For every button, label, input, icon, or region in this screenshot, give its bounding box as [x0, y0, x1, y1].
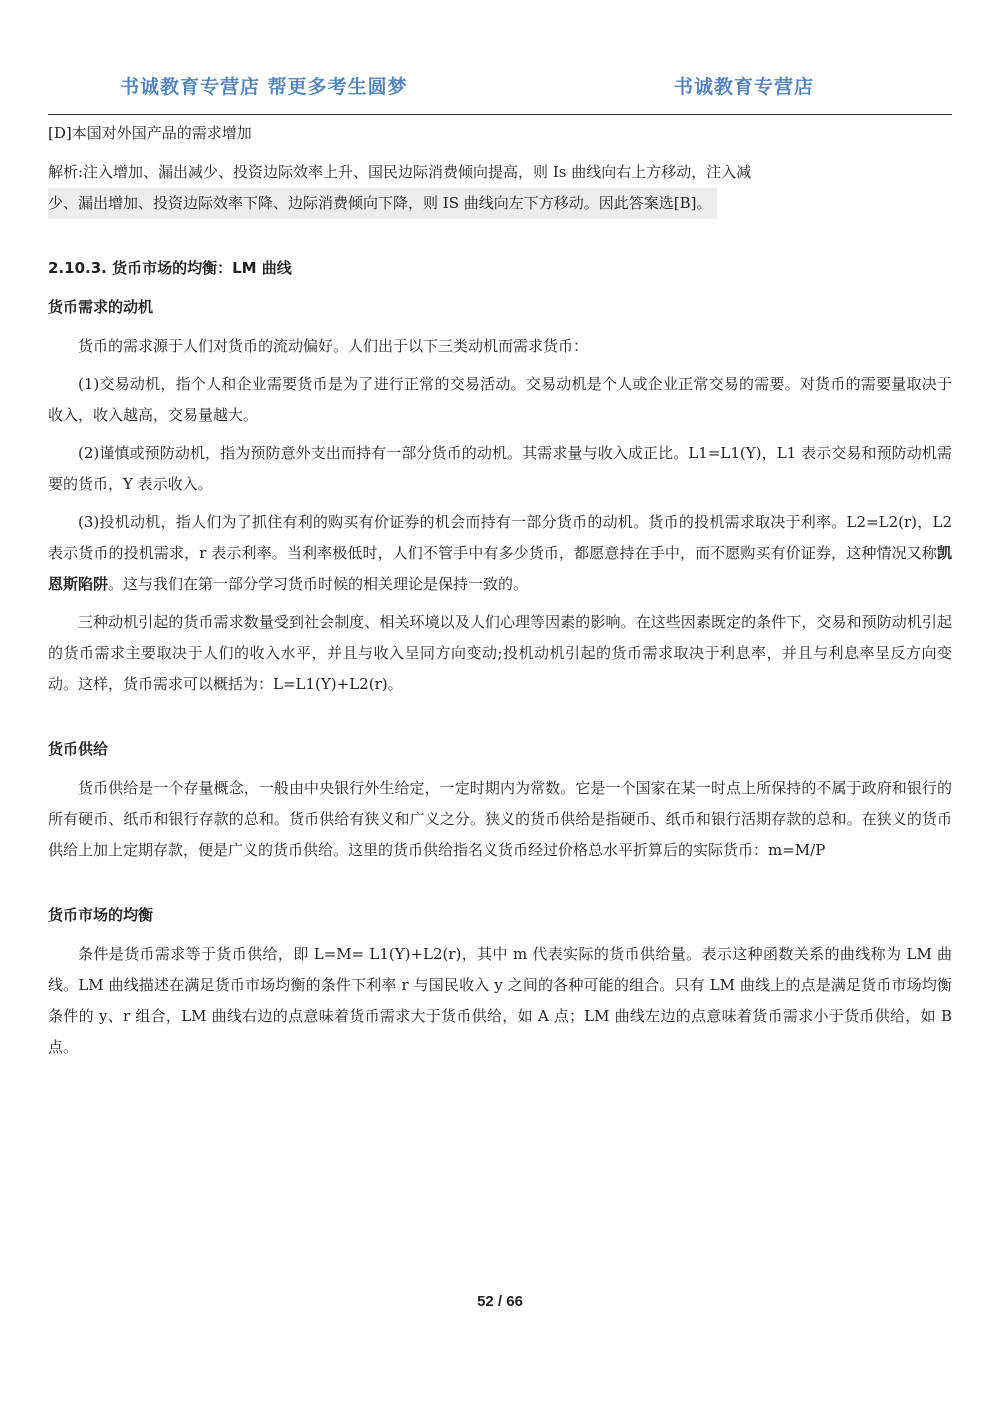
motive-speculation-tail: 。这与我们在第一部分学习货币时候的相关理论是保持一致的。 — [108, 575, 529, 593]
header-store-slogan: 书诚教育专营店 帮更多考生圆梦 — [120, 76, 408, 98]
supply-paragraph: 货币供给是一个存量概念，一般由中央银行外生给定，一定时期内为常数。它是一个国家在某一时点上所保持的不属于政府和银行的所有硬币、纸币和银行存款的总和。货币供给有狭义和广义之分。狭义的货币供给是指硬币、纸币和银行活期存款的总和。在狭义的货币供给上加上定期存款，便是广义的货币供给。这里的货币供给指名义货币经过价格总水平折算后的实际货币：m=M/P — [48, 779, 952, 859]
option-d: [D]本国对外国产品的需求增加 — [48, 124, 252, 142]
page-content — [48, 118, 952, 1063]
motive-transaction: (1)交易动机，指个人和企业需要货币是为了进行正常的交易活动。交易动机是个人或企业正常交易的需要。对货币的需要量取决于收入，收入越高，交易量越大。 — [48, 375, 952, 424]
analysis-line-2: 少、漏出增加、投资边际效率下降、边际消费倾向下降，则 IS 曲线向左下方移动。因此答案选[B]。 — [48, 188, 717, 219]
page-number: 52 / 66 — [477, 1293, 523, 1310]
equilibrium-paragraph: 条件是货币需求等于货币供给，即 L=M= L1(Y)+L2(r)，其中 m 代表实际的货币供给量。表示这种函数关系的曲线称为 LM 曲线。LM 曲线描述在满足货币市场均衡的条件下利率 r 与国民收入 y 之间的各种可能的组合。只有 LM 曲线上的点是满足货币市场均衡条件的 y、r 组合，LM 曲线右边的点意味着货币需求大于货币供给，如 A 点；LM 曲线左边的点意味着货币需求小于货币供给，如 B 点。 — [48, 945, 952, 1056]
page-header — [48, 70, 952, 115]
motives-summary: 三种动机引起的货币需求数量受到社会制度、相关环境以及人们心理等因素的影响。在这些因素既定的条件下，交易和预防动机引起的货币需求主要取决于人们的收入水平，并且与收入呈同方向变动;投机动机引起的货币需求取决于利息率，并且与利息率呈反方向变动。这样，货币需求可以概括为：L=L1(Y)+L2(r)。 — [48, 613, 952, 693]
motive-speculation — [48, 507, 952, 600]
section-title: 2.10.3. 货币市场的均衡：LM 曲线 — [48, 259, 292, 277]
analysis-line-2-wrap — [48, 188, 952, 219]
supply-heading: 货币供给 — [48, 740, 109, 758]
keynes-trap-term: 凯恩斯陷阱 — [48, 544, 952, 593]
motive-speculation-text: (3)投机动机，指人们为了抓住有利的购买有价证券的机会而持有一部分货币的动机。货币的投机需求取决于利率。L2=L2(r)，L2 表示货币的投机需求，r 表示利率。当利率极低时，人们不管手中有多少货币，都愿意持在手中，而不愿购买有价证券，这种情况又称 — [48, 513, 952, 562]
motive-precaution: (2)谨慎或预防动机，指为预防意外支出而持有一部分货币的动机。其需求量与收入成正比。L1=L1(Y)，L1 表示交易和预防动机需要的货币，Y 表示收入。 — [48, 444, 952, 493]
analysis-line-1: 解析:注入增加、漏出减少、投资边际效率上升、国民边际消费倾向提高，则 Is 曲线向右上方移动，注入减 — [48, 163, 752, 181]
equilibrium-heading: 货币市场的均衡 — [48, 906, 154, 924]
motives-heading: 货币需求的动机 — [48, 298, 154, 316]
header-store-name: 书诚教育专营店 — [673, 76, 814, 98]
motives-intro: 货币的需求源于人们对货币的流动偏好。人们出于以下三类动机而需求货币： — [78, 337, 589, 355]
